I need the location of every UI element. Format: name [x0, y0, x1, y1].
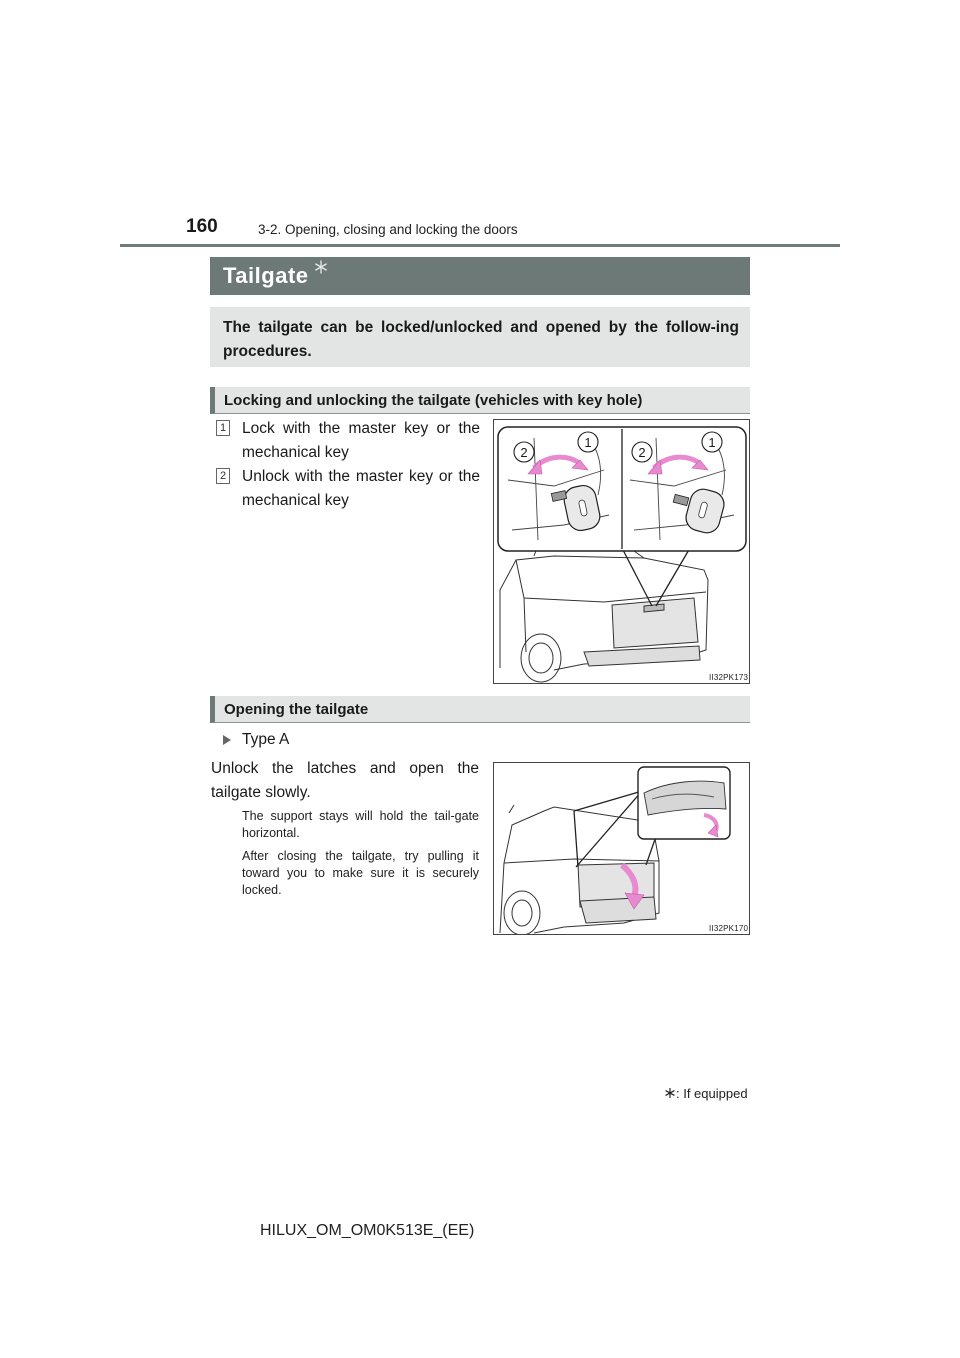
instruction-text: Unlock the latches and open the tailgate slowly.: [211, 760, 479, 801]
figure-tailgate-lock: [493, 419, 750, 684]
figure-id: II32PK173: [709, 673, 749, 682]
footnote-text: : If equipped: [676, 1086, 748, 1101]
tailgate-lock-illustration: [494, 420, 750, 684]
section-heading-opening: [210, 696, 750, 723]
page-title: Tailgate: [223, 263, 309, 288]
intro-box: [210, 307, 750, 367]
step-text: Lock with the master key or the mechanical key: [242, 420, 480, 461]
callout-number: 1: [708, 435, 716, 450]
page-number: 160: [186, 216, 218, 237]
note-text: The support stays will hold the tail-gate horizontal.: [242, 809, 479, 840]
intro-text: The tailgate can be locked/unlocked and opened by the follow-ing procedures.: [223, 319, 739, 360]
step-number-badge: 2: [216, 468, 230, 484]
asterisk-icon: [314, 260, 328, 274]
document-footer: HILUX_OM_OM0K513E_(EE): [260, 1222, 475, 1239]
step-number-badge: 1: [216, 420, 230, 436]
page-title-bar: [210, 257, 750, 295]
figure-tailgate-open: [493, 762, 750, 935]
triangle-bullet-icon: [222, 734, 232, 746]
section-heading-opening-text: Opening the tailgate: [224, 701, 369, 718]
asterisk-icon: [665, 1088, 675, 1098]
callout-number: 2: [638, 445, 646, 460]
step-text: Unlock with the master key or the mechanical key: [242, 468, 480, 509]
header-rule: [120, 244, 840, 247]
note-text: After closing the tailgate, try pulling it toward you to make sure it is securely locked.: [242, 849, 479, 897]
section-heading-locking: [210, 387, 750, 414]
callout-number: 2: [520, 445, 528, 460]
callout-number: 1: [584, 435, 592, 450]
chapter-title: 3-2. Opening, closing and locking the doors: [258, 222, 518, 237]
type-label: Type A: [242, 731, 290, 748]
tailgate-open-illustration: [494, 763, 750, 935]
figure-id: II32PK170: [709, 924, 749, 933]
section-heading-locking-text: Locking and unlocking the tailgate (vehicles with key hole): [224, 392, 643, 409]
